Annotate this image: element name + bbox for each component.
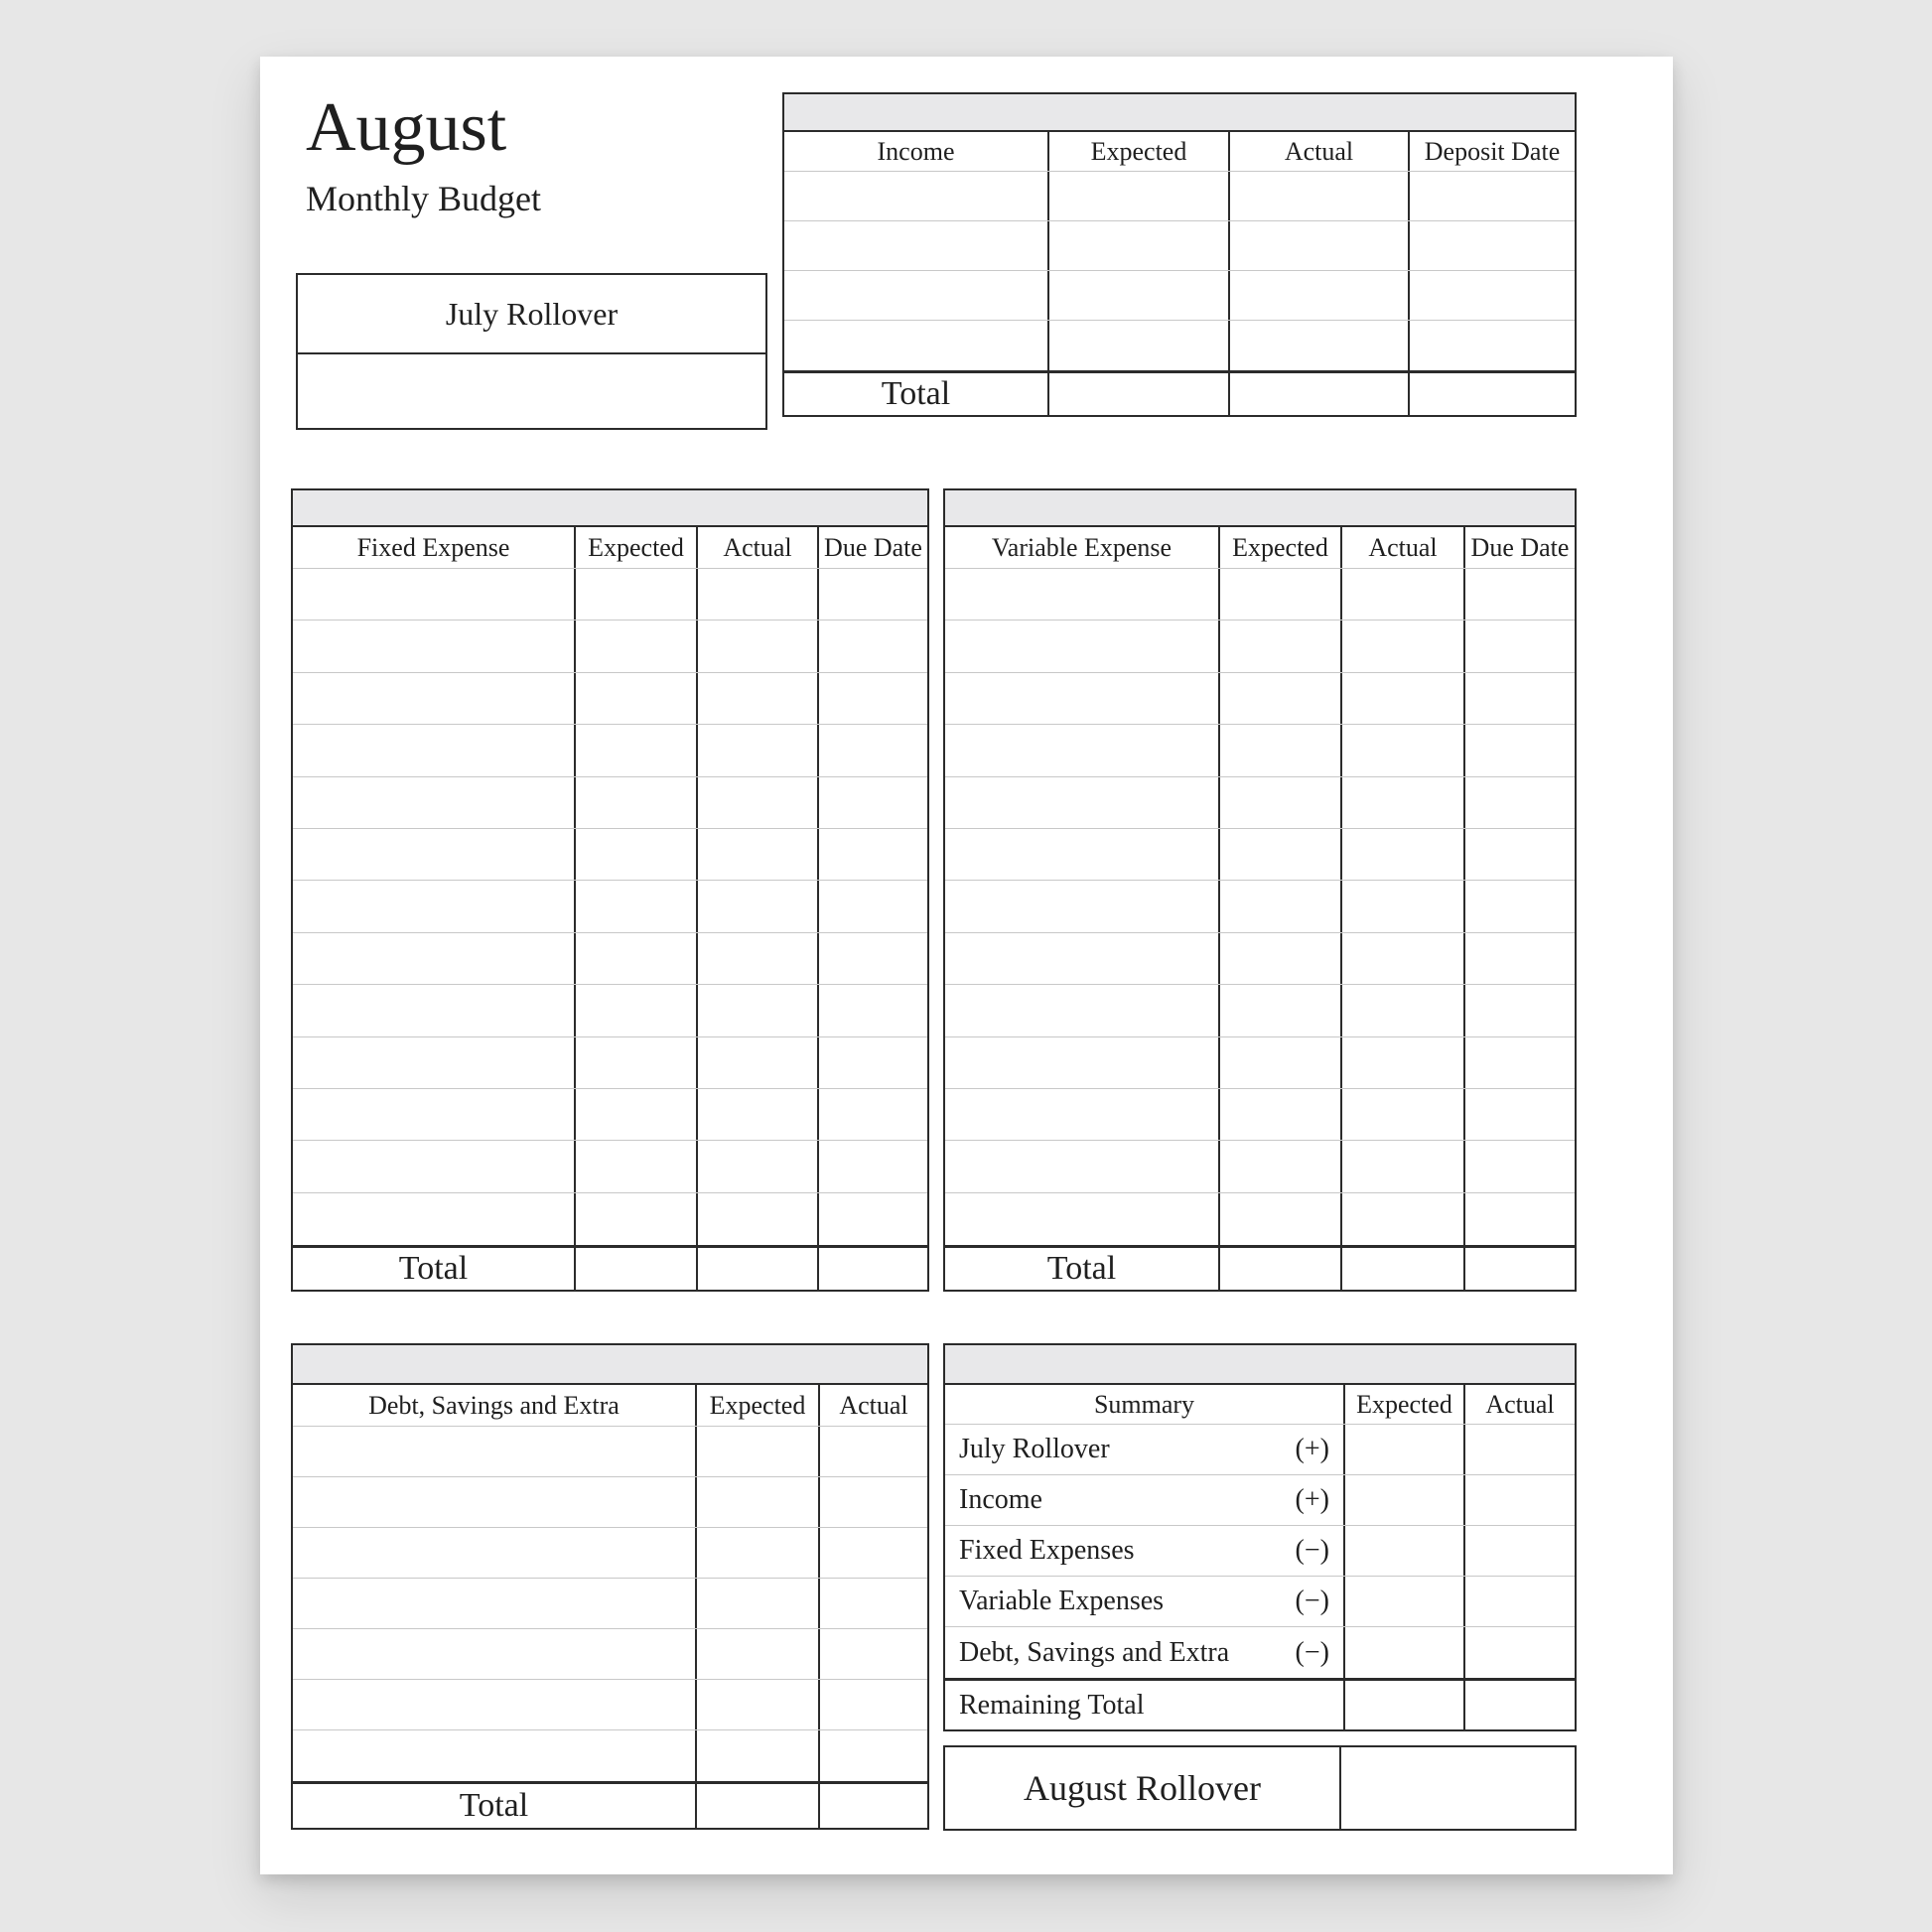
variable-actual-cell [1342,673,1465,724]
fixed-due-date-cell [819,725,927,775]
fixed-expense-empty-row [293,985,927,1036]
fixed-expense-empty-row [293,569,927,621]
debt-savings-title-band [293,1345,927,1385]
debt-savings-header-row [293,1385,927,1427]
debt-expected-cell [697,1427,820,1476]
fixed-total-actual-cell [698,1248,819,1290]
variable-expense-empty-row [945,1141,1575,1192]
variable-expected-cell [1220,881,1342,931]
debt-expected-cell [697,1477,820,1527]
fixed-expense-empty-row [293,1193,927,1245]
variable-expected-cell [1220,1141,1342,1191]
variable-expected-cell [1220,1037,1342,1088]
variable-header-name: Variable Expense [945,527,1220,568]
variable-due-date-cell [1465,621,1575,671]
fixed-expense-total-label: Total [293,1248,576,1290]
summary-row-fixed-expenses [945,1526,1575,1577]
variable-total-due-date-cell [1465,1248,1575,1290]
variable-header-due-date: Due Date [1470,532,1570,562]
debt-header-name: Debt, Savings and Extra [293,1385,697,1426]
variable-expense-empty-row [945,725,1575,776]
income-total-label: Total [784,373,1049,415]
summary-header-summary: Summary [945,1385,1345,1424]
fixed-name-cell [293,777,576,828]
debt-header-expected: Expected [697,1385,820,1426]
fixed-due-date-cell [819,933,927,984]
debt-actual-cell [820,1730,927,1781]
summary-rows [945,1425,1575,1678]
fixed-expected-cell [576,777,698,828]
summary-actual-cell [1465,1425,1575,1474]
debt-actual-cell [820,1629,927,1679]
income-header-income: Income [784,132,1049,171]
variable-expense-title-band [945,490,1575,527]
debt-name-cell [293,1477,697,1527]
variable-actual-cell [1342,829,1465,880]
variable-header-actual: Actual [1342,527,1465,568]
variable-name-cell [945,881,1220,931]
july-rollover-box [296,273,767,430]
variable-actual-cell [1342,1089,1465,1140]
fixed-expected-cell [576,569,698,620]
fixed-expense-header-row [293,527,927,569]
fixed-expected-cell [576,1141,698,1191]
fixed-actual-cell [698,985,819,1035]
variable-expense-empty-row [945,829,1575,881]
fixed-actual-cell [698,777,819,828]
fixed-expected-cell [576,1037,698,1088]
income-actual-cell [1230,221,1410,270]
july-rollover-label: July Rollover [298,275,765,354]
fixed-expected-cell [576,829,698,880]
fixed-expense-empty-row [293,725,927,776]
variable-expense-empty-row [945,933,1575,985]
fixed-total-expected-cell [576,1248,698,1290]
income-header-actual: Actual [1230,132,1410,171]
income-header-deposit-date: Deposit Date [1424,136,1561,166]
summary-table [943,1343,1577,1731]
income-name-cell [784,172,1049,220]
july-rollover-value-cell [298,354,765,428]
fixed-actual-cell [698,621,819,671]
variable-name-cell [945,1193,1220,1245]
summary-row-income [945,1475,1575,1526]
fixed-actual-cell [698,1141,819,1191]
summary-actual-cell [1465,1526,1575,1576]
variable-expense-empty-row [945,1037,1575,1089]
fixed-name-cell [293,673,576,724]
summary-actual-cell [1465,1627,1575,1678]
summary-row-label: Fixed Expenses [959,1535,1135,1566]
variable-expected-cell [1220,673,1342,724]
variable-name-cell [945,777,1220,828]
fixed-due-date-cell [819,777,927,828]
variable-expense-empty-row [945,985,1575,1036]
fixed-actual-cell [698,1037,819,1088]
summary-row-variable-expenses [945,1577,1575,1627]
income-deposit-date-cell [1410,221,1575,270]
fixed-expected-cell [576,933,698,984]
summary-expected-cell [1345,1475,1465,1525]
variable-due-date-cell [1465,673,1575,724]
variable-expense-empty-row [945,1089,1575,1141]
variable-expected-cell [1220,1089,1342,1140]
fixed-due-date-cell [819,881,927,931]
variable-name-cell [945,1089,1220,1140]
variable-actual-cell [1342,933,1465,984]
summary-title-band [945,1345,1575,1385]
august-rollover-value-cell [1341,1747,1575,1829]
income-expected-cell [1049,321,1230,370]
variable-name-cell [945,621,1220,671]
fixed-due-date-cell [819,1089,927,1140]
variable-name-cell [945,829,1220,880]
variable-expected-cell [1220,621,1342,671]
income-header-expected: Expected [1049,132,1230,171]
fixed-due-date-cell [819,673,927,724]
fixed-name-cell [293,725,576,775]
variable-expected-cell [1220,725,1342,775]
fixed-expense-empty-row [293,673,927,725]
summary-row-debt-savings [945,1627,1575,1678]
variable-due-date-cell [1465,1141,1575,1191]
variable-expense-total-label: Total [945,1248,1220,1290]
remaining-total-label: Remaining Total [959,1689,1145,1721]
income-empty-row [784,172,1575,221]
fixed-expense-empty-row [293,1141,927,1192]
variable-actual-cell [1342,881,1465,931]
remaining-total-expected-cell [1345,1681,1465,1729]
debt-name-cell [293,1579,697,1628]
income-expected-cell [1049,271,1230,320]
summary-row-sign: (−) [1295,1586,1329,1616]
summary-row-sign: (−) [1295,1535,1329,1566]
variable-actual-cell [1342,621,1465,671]
income-total-actual-cell [1230,373,1410,415]
variable-due-date-cell [1465,777,1575,828]
debt-actual-cell [820,1528,927,1578]
debt-savings-table [291,1343,929,1830]
fixed-header-name: Fixed Expense [293,527,576,568]
debt-savings-empty-row [293,1680,927,1730]
income-table-title-band [784,94,1575,132]
variable-expense-header-row [945,527,1575,569]
summary-row-sign: (−) [1295,1636,1329,1668]
variable-name-cell [945,1141,1220,1191]
fixed-header-actual: Actual [698,527,819,568]
debt-actual-cell [820,1427,927,1476]
summary-expected-cell [1345,1526,1465,1576]
debt-expected-cell [697,1629,820,1679]
variable-name-cell [945,569,1220,620]
debt-total-expected-cell [697,1784,820,1828]
fixed-name-cell [293,933,576,984]
debt-actual-cell [820,1579,927,1628]
income-deposit-date-cell [1410,271,1575,320]
variable-expected-cell [1220,777,1342,828]
debt-name-cell [293,1528,697,1578]
debt-expected-cell [697,1579,820,1628]
variable-name-cell [945,673,1220,724]
income-expected-cell [1049,221,1230,270]
variable-expected-cell [1220,985,1342,1035]
debt-savings-empty-row [293,1477,927,1528]
august-rollover-label: August Rollover [945,1747,1341,1829]
debt-expected-cell [697,1730,820,1781]
fixed-due-date-cell [819,569,927,620]
fixed-actual-cell [698,881,819,931]
variable-expected-cell [1220,933,1342,984]
debt-header-actual: Actual [839,1390,908,1420]
summary-expected-cell [1345,1425,1465,1474]
fixed-expected-cell [576,673,698,724]
fixed-expense-title-band [293,490,927,527]
debt-actual-cell [820,1680,927,1729]
debt-savings-empty-row [293,1528,927,1579]
income-name-cell [784,321,1049,370]
fixed-expected-cell [576,1193,698,1245]
fixed-name-cell [293,569,576,620]
summary-actual-cell [1465,1475,1575,1525]
page-title: August [306,89,507,166]
variable-due-date-cell [1465,881,1575,931]
variable-expected-cell [1220,569,1342,620]
variable-expense-empty-row [945,881,1575,932]
budget-page [260,57,1673,1874]
variable-due-date-cell [1465,569,1575,620]
variable-actual-cell [1342,1193,1465,1245]
income-table-header-row [784,132,1575,172]
summary-remaining-total-row [945,1678,1575,1729]
variable-name-cell [945,725,1220,775]
debt-savings-empty-row [293,1730,927,1781]
income-table [782,92,1577,417]
income-empty-row [784,321,1575,370]
fixed-actual-cell [698,673,819,724]
summary-row-label: Debt, Savings and Extra [959,1636,1230,1668]
fixed-name-cell [293,1193,576,1245]
page-subtitle: Monthly Budget [306,178,542,218]
debt-expected-cell [697,1680,820,1729]
fixed-name-cell [293,1141,576,1191]
summary-header-actual: Actual [1485,1389,1555,1419]
debt-savings-total-label: Total [293,1784,697,1828]
debt-name-cell [293,1680,697,1729]
debt-actual-cell [820,1477,927,1527]
fixed-due-date-cell [819,829,927,880]
fixed-actual-cell [698,1193,819,1245]
income-deposit-date-cell [1410,321,1575,370]
remaining-total-actual-cell [1465,1681,1575,1729]
fixed-expected-cell [576,1089,698,1140]
fixed-due-date-cell [819,1037,927,1088]
summary-row-label: Income [959,1484,1042,1515]
fixed-actual-cell [698,569,819,620]
debt-savings-total-row [293,1781,927,1828]
variable-actual-cell [1342,985,1465,1035]
fixed-header-due-date: Due Date [824,532,922,562]
fixed-name-cell [293,985,576,1035]
fixed-expense-empty-row [293,621,927,672]
income-expected-cell [1049,172,1230,220]
summary-expected-cell [1345,1577,1465,1626]
fixed-expense-empty-row [293,829,927,881]
variable-due-date-cell [1465,985,1575,1035]
variable-expense-rows [945,569,1575,1245]
summary-row-label: July Rollover [959,1434,1110,1464]
variable-total-expected-cell [1220,1248,1342,1290]
variable-expense-empty-row [945,673,1575,725]
fixed-expense-empty-row [293,881,927,932]
debt-expected-cell [697,1528,820,1578]
income-empty-row [784,271,1575,321]
fixed-name-cell [293,1037,576,1088]
variable-actual-cell [1342,569,1465,620]
fixed-expected-cell [576,621,698,671]
variable-due-date-cell [1465,829,1575,880]
variable-due-date-cell [1465,725,1575,775]
variable-expense-empty-row [945,569,1575,621]
income-table-rows [784,172,1575,370]
income-actual-cell [1230,271,1410,320]
variable-expense-empty-row [945,1193,1575,1245]
variable-expense-table [943,488,1577,1292]
summary-row-sign: (+) [1295,1484,1329,1515]
variable-due-date-cell [1465,1037,1575,1088]
debt-name-cell [293,1427,697,1476]
fixed-name-cell [293,1089,576,1140]
fixed-actual-cell [698,725,819,775]
debt-savings-empty-row [293,1629,927,1680]
summary-row-sign: (+) [1295,1434,1329,1464]
fixed-header-expected: Expected [576,527,698,568]
fixed-actual-cell [698,829,819,880]
income-actual-cell [1230,172,1410,220]
variable-expense-empty-row [945,621,1575,672]
fixed-expected-cell [576,881,698,931]
fixed-due-date-cell [819,621,927,671]
fixed-expense-total-row [293,1245,927,1290]
income-actual-cell [1230,321,1410,370]
debt-name-cell [293,1629,697,1679]
variable-actual-cell [1342,1141,1465,1191]
summary-header-expected: Expected [1345,1385,1465,1424]
debt-savings-rows [293,1427,927,1781]
fixed-due-date-cell [819,1141,927,1191]
variable-due-date-cell [1465,1089,1575,1140]
fixed-total-due-date-cell [819,1248,927,1290]
fixed-expected-cell [576,725,698,775]
fixed-name-cell [293,829,576,880]
fixed-due-date-cell [819,1193,927,1245]
debt-savings-empty-row [293,1579,927,1629]
variable-due-date-cell [1465,933,1575,984]
income-total-expected-cell [1049,373,1230,415]
variable-expense-total-row [945,1245,1575,1290]
summary-actual-cell [1465,1577,1575,1626]
debt-savings-empty-row [293,1427,927,1477]
debt-name-cell [293,1730,697,1781]
summary-expected-cell [1345,1627,1465,1678]
fixed-expense-empty-row [293,777,927,829]
variable-actual-cell [1342,1037,1465,1088]
variable-expense-empty-row [945,777,1575,829]
fixed-due-date-cell [819,985,927,1035]
variable-name-cell [945,1037,1220,1088]
summary-row-july-rollover [945,1425,1575,1475]
variable-actual-cell [1342,725,1465,775]
variable-name-cell [945,933,1220,984]
fixed-expense-empty-row [293,1089,927,1141]
income-name-cell [784,271,1049,320]
income-total-row [784,370,1575,415]
fixed-expense-empty-row [293,1037,927,1089]
income-empty-row [784,221,1575,271]
fixed-name-cell [293,621,576,671]
variable-expected-cell [1220,1193,1342,1245]
variable-due-date-cell [1465,1193,1575,1245]
variable-expected-cell [1220,829,1342,880]
fixed-actual-cell [698,933,819,984]
variable-name-cell [945,985,1220,1035]
income-total-deposit-date-cell [1410,373,1575,415]
fixed-expense-empty-row [293,933,927,985]
debt-total-actual-cell [820,1784,927,1828]
fixed-actual-cell [698,1089,819,1140]
fixed-expected-cell [576,985,698,1035]
income-name-cell [784,221,1049,270]
income-deposit-date-cell [1410,172,1575,220]
summary-header-row [945,1385,1575,1425]
variable-actual-cell [1342,777,1465,828]
variable-header-expected: Expected [1220,527,1342,568]
august-rollover-box [943,1745,1577,1831]
fixed-expense-table [291,488,929,1292]
title-block [306,90,541,218]
summary-row-label: Variable Expenses [959,1586,1165,1616]
variable-total-actual-cell [1342,1248,1465,1290]
fixed-expense-rows [293,569,927,1245]
fixed-name-cell [293,881,576,931]
